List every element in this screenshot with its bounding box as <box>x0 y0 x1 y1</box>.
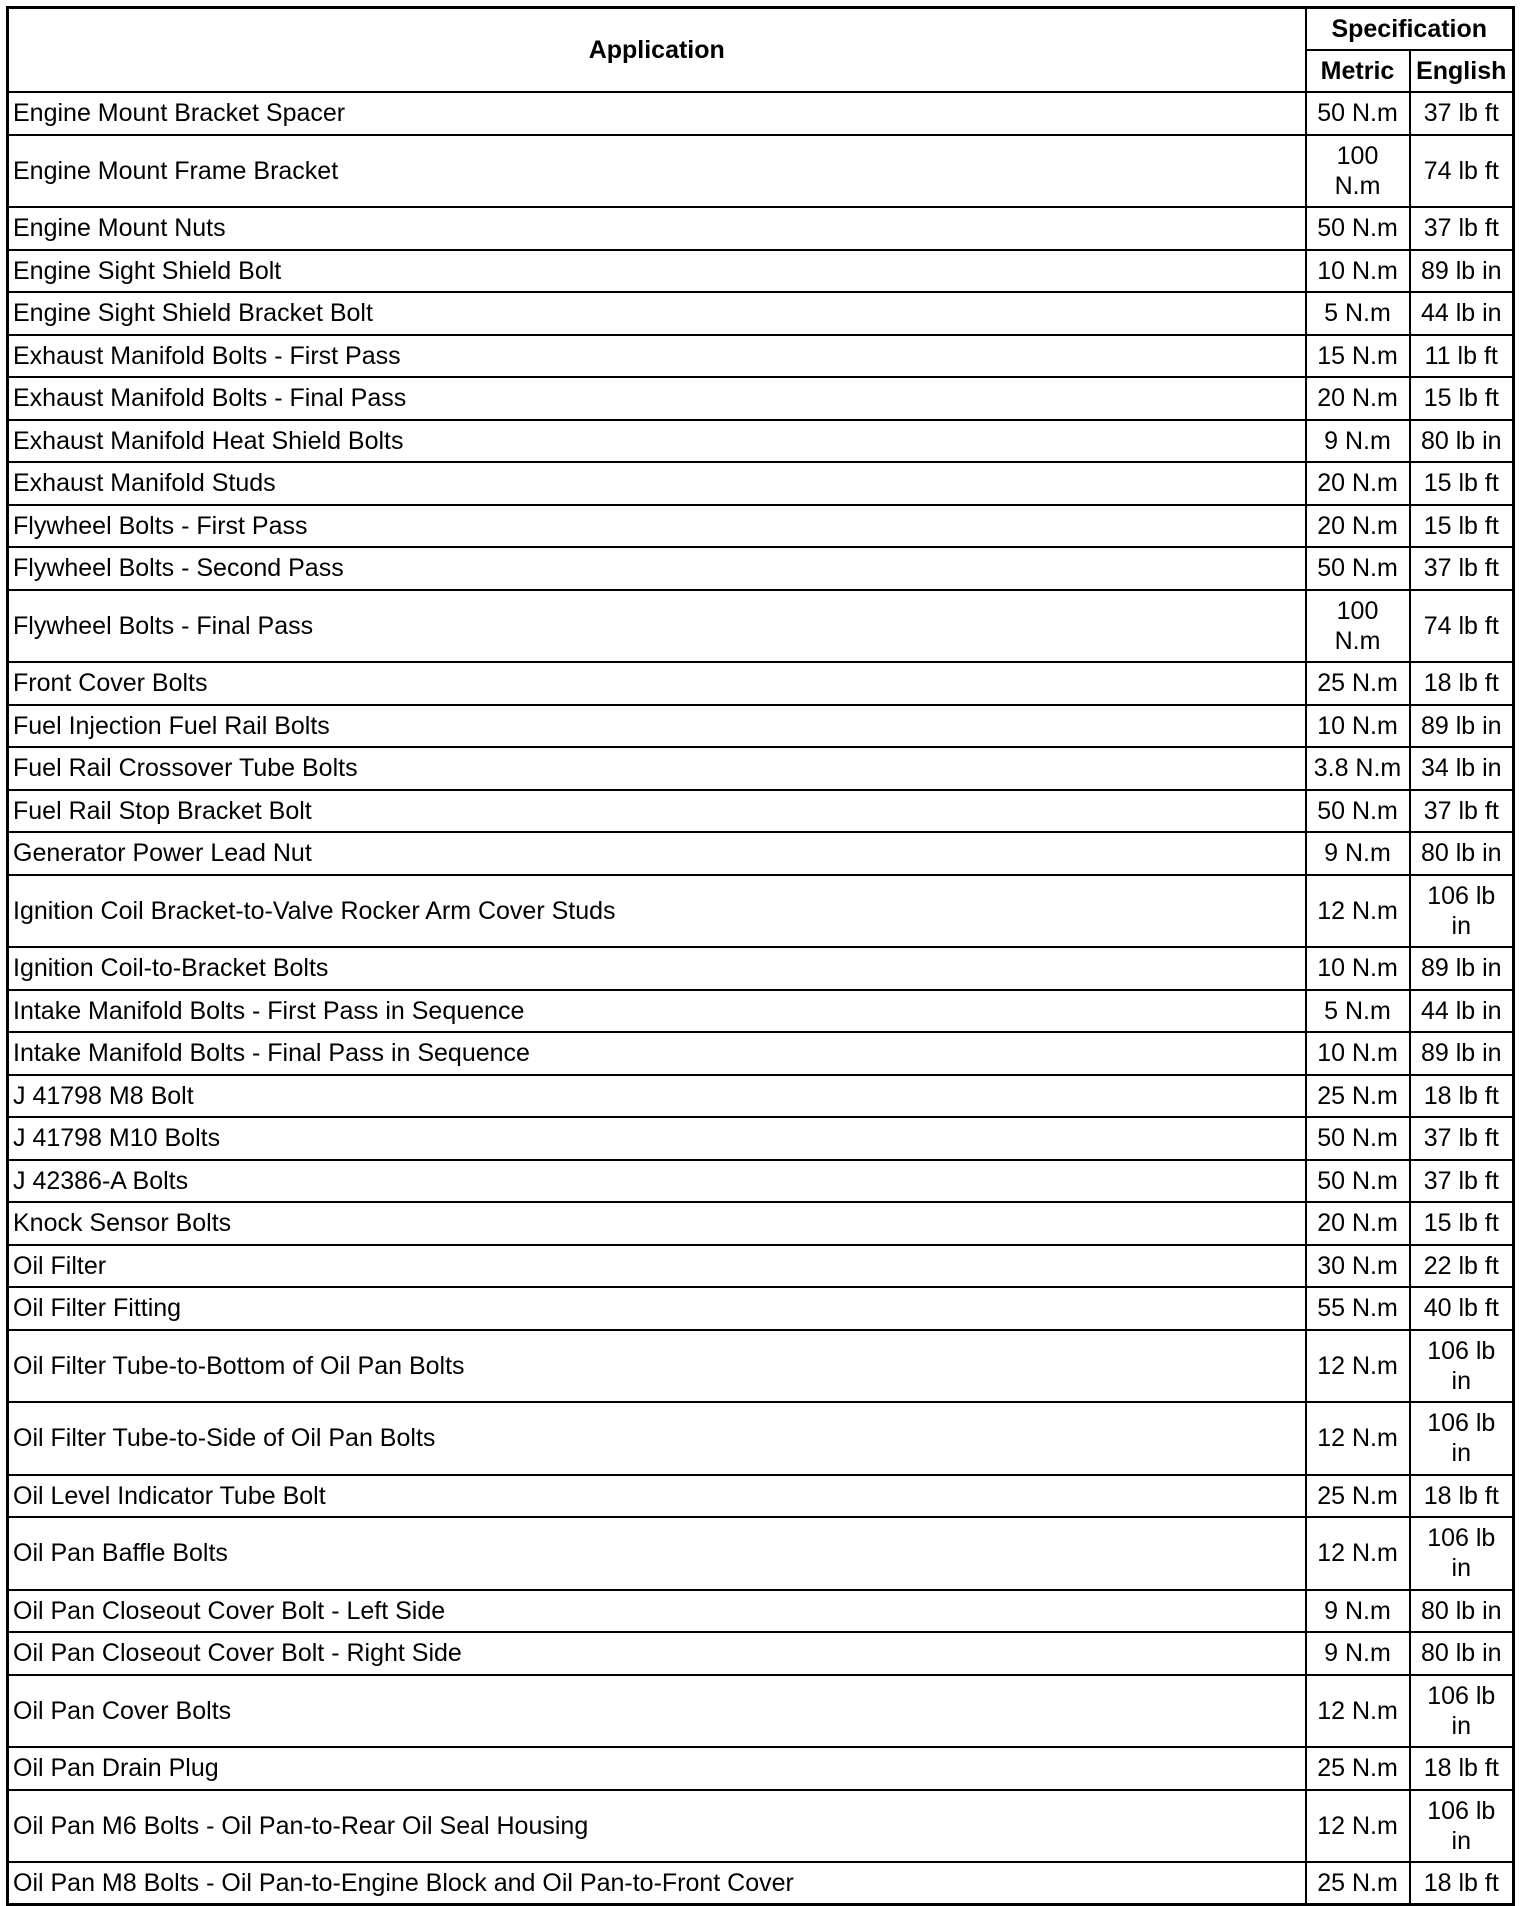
application-cell: Oil Filter Tube-to-Side of Oil Pan Bolts <box>8 1402 1306 1475</box>
header-metric: Metric <box>1306 50 1410 92</box>
table-body <box>8 92 1514 1905</box>
application-cell: Engine Sight Shield Bolt <box>8 250 1306 293</box>
metric-cell: 20 N.m <box>1306 505 1410 548</box>
application-cell: Fuel Rail Stop Bracket Bolt <box>8 790 1306 833</box>
application-cell: Engine Mount Nuts <box>8 207 1306 250</box>
application-cell: Oil Pan Closeout Cover Bolt - Left Side <box>8 1590 1306 1633</box>
english-cell: 74 lb ft <box>1410 590 1514 663</box>
english-cell: 89 lb in <box>1410 947 1514 990</box>
table-row <box>8 705 1514 748</box>
application-cell: Engine Mount Bracket Spacer <box>8 92 1306 135</box>
application-cell: Fuel Injection Fuel Rail Bolts <box>8 705 1306 748</box>
metric-cell: 50 N.m <box>1306 547 1410 590</box>
table-row <box>8 1747 1514 1790</box>
application-cell: Oil Pan Cover Bolts <box>8 1675 1306 1748</box>
table-row <box>8 1330 1514 1403</box>
english-cell: 15 lb ft <box>1410 377 1514 420</box>
metric-cell: 10 N.m <box>1306 947 1410 990</box>
metric-cell: 55 N.m <box>1306 1287 1410 1330</box>
metric-cell: 10 N.m <box>1306 250 1410 293</box>
english-cell: 37 lb ft <box>1410 547 1514 590</box>
metric-cell: 50 N.m <box>1306 207 1410 250</box>
metric-cell: 9 N.m <box>1306 1632 1410 1675</box>
metric-cell: 15 N.m <box>1306 335 1410 378</box>
application-cell: Front Cover Bolts <box>8 662 1306 705</box>
table-row <box>8 990 1514 1033</box>
application-cell: Flywheel Bolts - Second Pass <box>8 547 1306 590</box>
application-cell: Oil Filter Fitting <box>8 1287 1306 1330</box>
metric-cell: 9 N.m <box>1306 1590 1410 1633</box>
table-row <box>8 1675 1514 1748</box>
application-cell: J 41798 M8 Bolt <box>8 1075 1306 1118</box>
metric-cell: 30 N.m <box>1306 1245 1410 1288</box>
metric-cell: 10 N.m <box>1306 705 1410 748</box>
application-cell: Oil Pan Drain Plug <box>8 1747 1306 1790</box>
table-row <box>8 462 1514 505</box>
english-cell: 22 lb ft <box>1410 1245 1514 1288</box>
metric-cell: 100 N.m <box>1306 135 1410 208</box>
application-cell: Engine Mount Frame Bracket <box>8 135 1306 208</box>
application-cell: Exhaust Manifold Bolts - First Pass <box>8 335 1306 378</box>
english-cell: 15 lb ft <box>1410 1202 1514 1245</box>
table-row <box>8 832 1514 875</box>
english-cell: 37 lb ft <box>1410 92 1514 135</box>
table-row <box>8 947 1514 990</box>
english-cell: 80 lb in <box>1410 420 1514 463</box>
table-row <box>8 1202 1514 1245</box>
english-cell: 89 lb in <box>1410 1032 1514 1075</box>
application-cell: Intake Manifold Bolts - Final Pass in Sequence <box>8 1032 1306 1075</box>
table-row <box>8 790 1514 833</box>
english-cell: 44 lb in <box>1410 990 1514 1033</box>
metric-cell: 9 N.m <box>1306 420 1410 463</box>
table-row <box>8 335 1514 378</box>
english-cell: 18 lb ft <box>1410 1475 1514 1518</box>
metric-cell: 100 N.m <box>1306 590 1410 663</box>
metric-cell: 25 N.m <box>1306 1747 1410 1790</box>
application-cell: Exhaust Manifold Bolts - Final Pass <box>8 377 1306 420</box>
application-cell: Oil Level Indicator Tube Bolt <box>8 1475 1306 1518</box>
english-cell: 89 lb in <box>1410 250 1514 293</box>
english-cell: 106 lb in <box>1410 1402 1514 1475</box>
application-cell: J 41798 M10 Bolts <box>8 1117 1306 1160</box>
english-cell: 80 lb in <box>1410 832 1514 875</box>
english-cell: 44 lb in <box>1410 292 1514 335</box>
metric-cell: 20 N.m <box>1306 1202 1410 1245</box>
application-cell: Oil Pan Closeout Cover Bolt - Right Side <box>8 1632 1306 1675</box>
application-cell: Oil Filter <box>8 1245 1306 1288</box>
table-row <box>8 377 1514 420</box>
metric-cell: 12 N.m <box>1306 1330 1410 1403</box>
application-cell: Oil Pan M8 Bolts - Oil Pan-to-Engine Block and Oil Pan-to-Front Cover <box>8 1862 1306 1905</box>
english-cell: 18 lb ft <box>1410 1747 1514 1790</box>
application-cell: Oil Pan M6 Bolts - Oil Pan-to-Rear Oil Seal Housing <box>8 1790 1306 1863</box>
table-row <box>8 292 1514 335</box>
metric-cell: 5 N.m <box>1306 990 1410 1033</box>
metric-cell: 25 N.m <box>1306 1075 1410 1118</box>
table-row <box>8 547 1514 590</box>
table-row <box>8 1402 1514 1475</box>
english-cell: 106 lb in <box>1410 875 1514 948</box>
table-row <box>8 590 1514 663</box>
application-cell: Engine Sight Shield Bracket Bolt <box>8 292 1306 335</box>
metric-cell: 50 N.m <box>1306 1160 1410 1203</box>
metric-cell: 12 N.m <box>1306 1402 1410 1475</box>
application-cell: Fuel Rail Crossover Tube Bolts <box>8 747 1306 790</box>
english-cell: 40 lb ft <box>1410 1287 1514 1330</box>
table-row <box>8 1075 1514 1118</box>
table-row <box>8 207 1514 250</box>
table-row <box>8 747 1514 790</box>
application-cell: Oil Filter Tube-to-Bottom of Oil Pan Bolts <box>8 1330 1306 1403</box>
english-cell: 106 lb in <box>1410 1517 1514 1590</box>
english-cell: 37 lb ft <box>1410 207 1514 250</box>
english-cell: 106 lb in <box>1410 1790 1514 1863</box>
table-row <box>8 662 1514 705</box>
metric-cell: 5 N.m <box>1306 292 1410 335</box>
english-cell: 74 lb ft <box>1410 135 1514 208</box>
metric-cell: 25 N.m <box>1306 1862 1410 1905</box>
metric-cell: 50 N.m <box>1306 1117 1410 1160</box>
application-cell: Exhaust Manifold Studs <box>8 462 1306 505</box>
header-specification: Specification <box>1306 8 1514 51</box>
header-application: Application <box>8 8 1306 93</box>
table-row <box>8 1517 1514 1590</box>
table-row <box>8 875 1514 948</box>
metric-cell: 12 N.m <box>1306 1517 1410 1590</box>
metric-cell: 12 N.m <box>1306 1675 1410 1748</box>
application-cell: Ignition Coil Bracket-to-Valve Rocker Arm Cover Studs <box>8 875 1306 948</box>
application-cell: Flywheel Bolts - First Pass <box>8 505 1306 548</box>
metric-cell: 50 N.m <box>1306 790 1410 833</box>
application-cell: Knock Sensor Bolts <box>8 1202 1306 1245</box>
table-row <box>8 1790 1514 1863</box>
english-cell: 106 lb in <box>1410 1330 1514 1403</box>
english-cell: 80 lb in <box>1410 1632 1514 1675</box>
english-cell: 106 lb in <box>1410 1675 1514 1748</box>
header-row-top <box>8 8 1514 51</box>
english-cell: 34 lb in <box>1410 747 1514 790</box>
application-cell: J 42386-A Bolts <box>8 1160 1306 1203</box>
table-row <box>8 1160 1514 1203</box>
english-cell: 18 lb ft <box>1410 1075 1514 1118</box>
application-cell: Oil Pan Baffle Bolts <box>8 1517 1306 1590</box>
table-row <box>8 1475 1514 1518</box>
header-english: English <box>1410 50 1514 92</box>
application-cell: Intake Manifold Bolts - First Pass in Sequence <box>8 990 1306 1033</box>
metric-cell: 20 N.m <box>1306 462 1410 505</box>
table-row <box>8 1245 1514 1288</box>
metric-cell: 3.8 N.m <box>1306 747 1410 790</box>
english-cell: 80 lb in <box>1410 1590 1514 1633</box>
metric-cell: 25 N.m <box>1306 1475 1410 1518</box>
table-row <box>8 420 1514 463</box>
application-cell: Ignition Coil-to-Bracket Bolts <box>8 947 1306 990</box>
english-cell: 18 lb ft <box>1410 1862 1514 1905</box>
metric-cell: 20 N.m <box>1306 377 1410 420</box>
english-cell: 18 lb ft <box>1410 662 1514 705</box>
english-cell: 15 lb ft <box>1410 505 1514 548</box>
metric-cell: 50 N.m <box>1306 92 1410 135</box>
english-cell: 37 lb ft <box>1410 790 1514 833</box>
torque-spec-table <box>6 6 1515 1906</box>
application-cell: Generator Power Lead Nut <box>8 832 1306 875</box>
table-row <box>8 92 1514 135</box>
table-row <box>8 505 1514 548</box>
english-cell: 89 lb in <box>1410 705 1514 748</box>
metric-cell: 12 N.m <box>1306 1790 1410 1863</box>
table-row <box>8 1632 1514 1675</box>
table-row <box>8 1117 1514 1160</box>
metric-cell: 10 N.m <box>1306 1032 1410 1075</box>
table-row <box>8 1287 1514 1330</box>
table-row <box>8 135 1514 208</box>
application-cell: Exhaust Manifold Heat Shield Bolts <box>8 420 1306 463</box>
table-row <box>8 1590 1514 1633</box>
english-cell: 37 lb ft <box>1410 1160 1514 1203</box>
table-row <box>8 250 1514 293</box>
english-cell: 11 lb ft <box>1410 335 1514 378</box>
metric-cell: 9 N.m <box>1306 832 1410 875</box>
table-row <box>8 1032 1514 1075</box>
metric-cell: 12 N.m <box>1306 875 1410 948</box>
english-cell: 37 lb ft <box>1410 1117 1514 1160</box>
english-cell: 15 lb ft <box>1410 462 1514 505</box>
application-cell: Flywheel Bolts - Final Pass <box>8 590 1306 663</box>
table-row <box>8 1862 1514 1905</box>
metric-cell: 25 N.m <box>1306 662 1410 705</box>
